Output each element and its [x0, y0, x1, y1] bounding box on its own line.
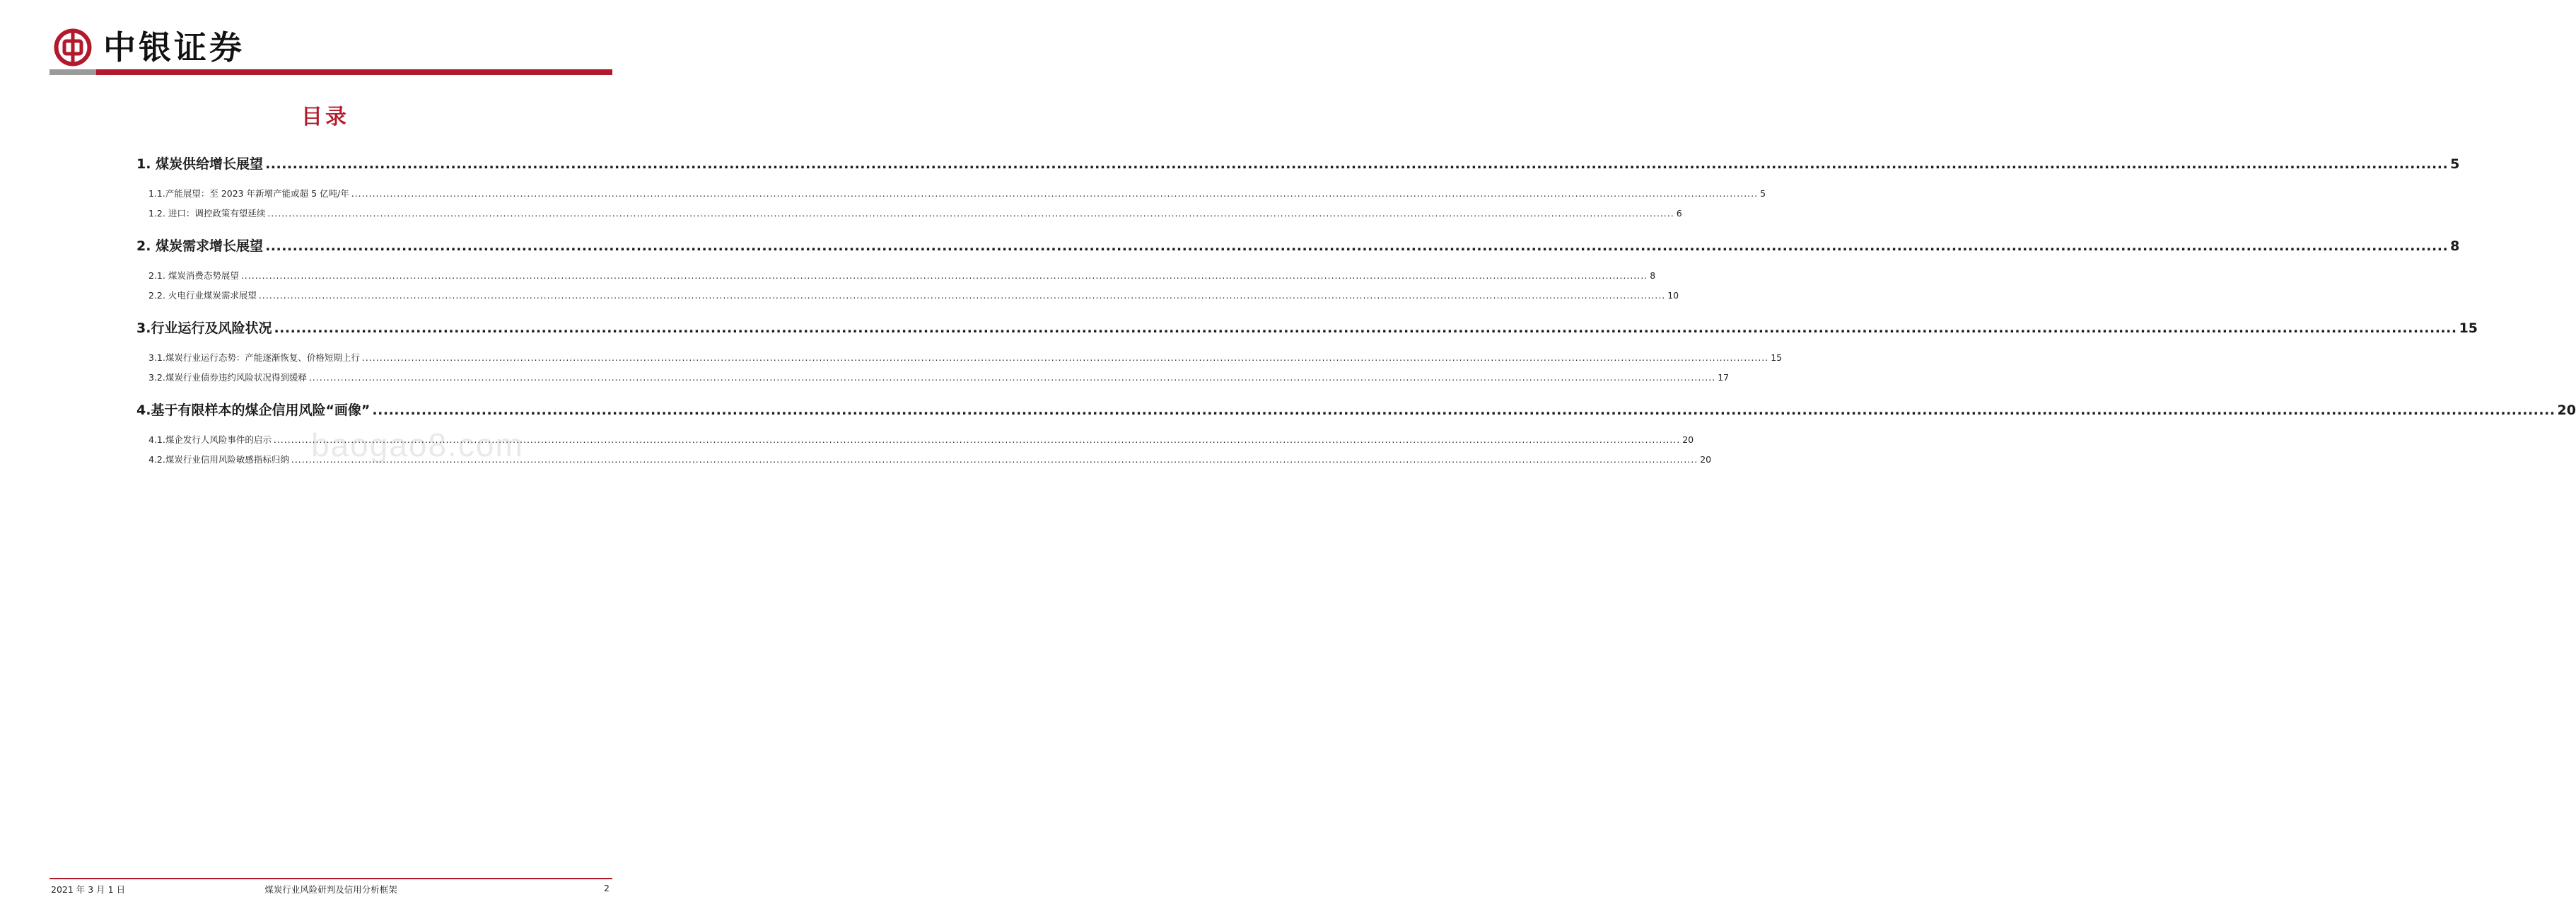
toc-entry-1-1[interactable] [136, 184, 1766, 204]
header-rule-gray [49, 69, 96, 75]
toc-entry-section-3[interactable] [136, 314, 2478, 342]
toc-page-number: 20 [1700, 454, 1712, 465]
footer-page-number: 2 [604, 883, 610, 893]
toc-page-number: 8 [2450, 238, 2460, 254]
toc-entry-text: 1.2. 进口：调控政策有望延续 [148, 208, 266, 219]
toc-entry-text: 3.2.煤炭行业债券违约风险状况得到缓释 [148, 372, 307, 383]
toc-page-number: 20 [1682, 434, 1694, 445]
toc-entry-3-2[interactable] [136, 368, 1730, 388]
bank-of-china-logo-icon [54, 28, 92, 66]
toc-entry-text: 1. 煤炭供给增长展望 [136, 156, 264, 172]
toc-entry-text: 3.行业运行及风险状况 [136, 320, 272, 336]
toc-entry-text: 3.1.煤炭行业运行态势：产能逐渐恢复、价格短期上行 [148, 352, 360, 363]
toc-section [136, 232, 2460, 306]
toc-entry-2-2[interactable] [136, 286, 1679, 306]
toc-entry-text: 4.2.煤炭行业信用风险敏感指标归纳 [148, 454, 289, 465]
brand-name: 中银证券 [103, 28, 245, 66]
toc-page-number: 10 [1667, 290, 1679, 301]
page-footer [49, 878, 612, 899]
watermark: baogao8.com [311, 427, 524, 463]
toc-leader-dots: ................................................................................................................................................................................................................................................................................................................................................................................................................ [274, 320, 2457, 336]
toc-page-number: 15 [1771, 352, 1783, 363]
toc-page-number: 8 [1650, 270, 1656, 281]
toc-leader-dots: ................................................................................................................................................................................................................................................................................................................................................................................................................ [265, 156, 2449, 172]
toc-leader-dots: ................................................................................................................................................................................................................................................................................................................................................................................................................ [265, 238, 2449, 254]
toc-entry-2-1[interactable] [136, 266, 1656, 286]
toc-leader-dots: ................................................................................................................................................................................................................................................................................................................................................................................................................ [351, 188, 1759, 199]
toc-leader-dots: ................................................................................................................................................................................................................................................................................................................................................................................................................ [291, 454, 1698, 465]
footer-rule [49, 878, 612, 879]
toc-leader-dots: ................................................................................................................................................................................................................................................................................................................................................................................................................ [267, 208, 1674, 219]
toc-page-number: 17 [1718, 372, 1730, 383]
toc-entry-1-2[interactable] [136, 204, 1682, 224]
header-rule-red [96, 69, 612, 75]
toc-page-number: 5 [1760, 188, 1766, 199]
toc-page-number: 15 [2459, 320, 2478, 336]
toc-section [136, 150, 2460, 224]
toc-page-number: 5 [2450, 156, 2460, 172]
footer-report-title: 煤炭行业风险研判及信用分析框架 [264, 884, 397, 895]
toc-leader-dots: ................................................................................................................................................................................................................................................................................................................................................................................................................ [372, 402, 2555, 418]
toc-entry-text: 4.1.煤企发行人风险事件的启示 [148, 434, 272, 445]
toc-entry-3-1[interactable] [136, 348, 1783, 368]
page-header [49, 24, 612, 76]
toc-leader-dots: ................................................................................................................................................................................................................................................................................................................................................................................................................ [240, 270, 1648, 281]
toc-leader-dots: ................................................................................................................................................................................................................................................................................................................................................................................................................ [308, 372, 1716, 383]
toc-entry-text: 1.1.产能展望：至 2023 年新增产能或超 5 亿吨/年 [148, 188, 349, 199]
toc-entry-text: 2. 煤炭需求增长展望 [136, 238, 264, 254]
toc-entry-text: 2.1. 煤炭消费态势展望 [148, 270, 239, 281]
toc-entry-section-4[interactable] [136, 396, 2576, 424]
toc-entry-section-2[interactable] [136, 232, 2460, 260]
toc-entry-section-1[interactable] [136, 150, 2460, 178]
toc-title: 目录 [301, 105, 349, 129]
toc-leader-dots: ................................................................................................................................................................................................................................................................................................................................................................................................................ [258, 290, 1666, 301]
footer-date: 2021 年 3 月 1 日 [51, 884, 126, 895]
toc-section [136, 314, 2478, 388]
toc-leader-dots: ................................................................................................................................................................................................................................................................................................................................................................................................................ [273, 434, 1681, 445]
toc-page-number: 20 [2557, 402, 2576, 418]
toc-entry-text: 2.2. 火电行业煤炭需求展望 [148, 290, 257, 301]
toc-leader-dots: ................................................................................................................................................................................................................................................................................................................................................................................................................ [361, 352, 1769, 363]
toc-page-number: 6 [1676, 208, 1682, 219]
toc-entry-text: 4.基于有限样本的煤企信用风险“画像” [136, 402, 371, 418]
